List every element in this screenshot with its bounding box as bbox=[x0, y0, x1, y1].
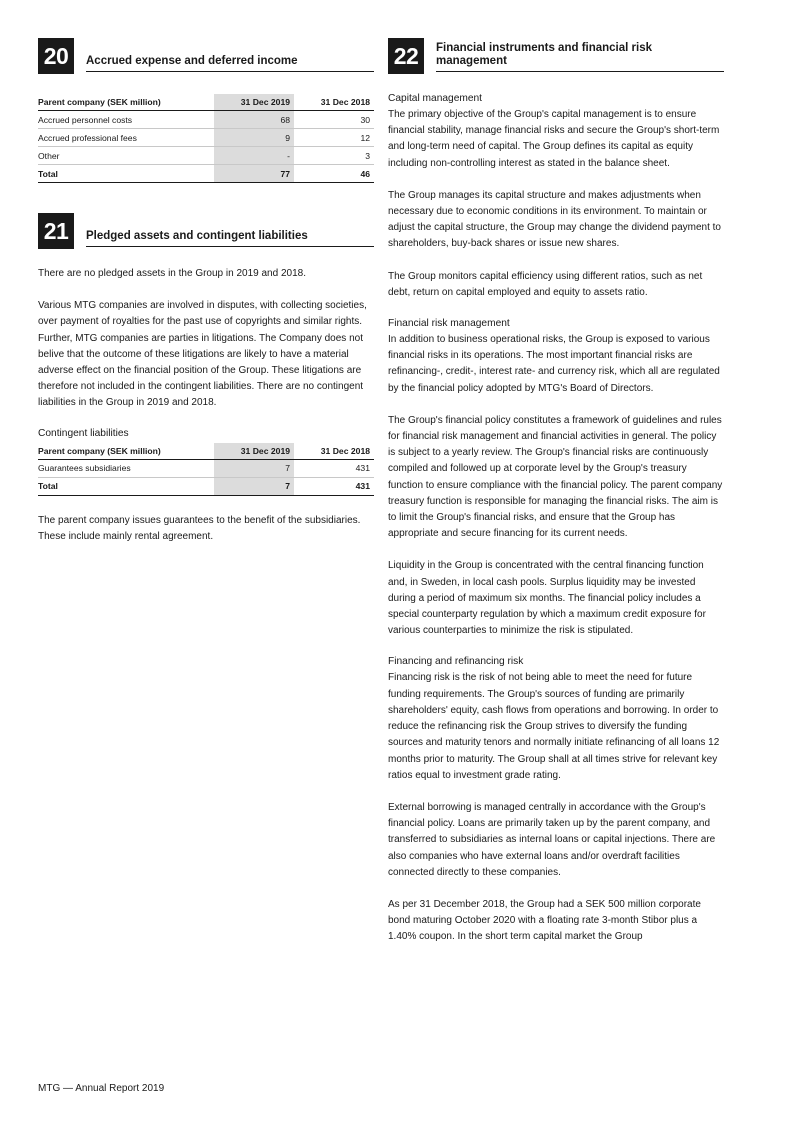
note-20 bbox=[38, 38, 374, 183]
contingent-liabilities-table bbox=[38, 443, 374, 496]
cell-2019: - bbox=[214, 147, 294, 165]
column-header: Parent company (SEK million) bbox=[38, 443, 214, 460]
paragraph: There are no pledged assets in the Group in 2019 and 2018. bbox=[38, 268, 306, 279]
paragraph: Financing risk is the risk of not being able to meet the need for future funding requirements. The Group's sources of funding are primarily shareholders' equity, cash flows from operations and borrowing. In order to reduce the refinancing risk the Group strives to diversify the funding sources and maturity tenors and normally initiate refinancing of all loans 12 months prior to maturity. The Group shall at all times strive for relevant key ratios equal to investment grade rating. bbox=[388, 672, 720, 781]
note-number: 22 bbox=[388, 38, 424, 74]
column-header: Parent company (SEK million) bbox=[38, 94, 214, 111]
page-footer: MTG — Annual Report 2019 bbox=[38, 1083, 165, 1094]
subheading: Financial risk management bbox=[388, 318, 510, 330]
note-22-header bbox=[388, 38, 724, 74]
cell-2018: 3 bbox=[294, 147, 374, 165]
row-label: Other bbox=[38, 147, 214, 165]
paragraph: Various MTG companies are involved in disputes, with collecting societies, over payment of royalties for the past use of copyrights and similar rights. Further, MTG companies are parties in litigations. The Company does not belive that the outcome of these litigations are likely to have a material adverse effect on the financial position of the Group. These litigations are therefore not included in the contingent liabilities. There are no contingent liabilities in the Group in 2019 and 2018. bbox=[38, 300, 367, 409]
paragraph: The Group monitors capital efficiency using different ratios, such as net debt, return on capital employed and equity to assets ratio. bbox=[388, 270, 703, 298]
note-21 bbox=[38, 213, 374, 545]
paragraph: The Group's financial policy constitutes a framework of guidelines and rules for financial risk management and financial activities in general. The policy is subject to a yearly review. The Group's financial risks are continuously compiled and followed up at corporate level by the Group's treasury function to ensure compliance with the financial policy. The parent company treasury function is responsible for managing the financial risks. The aim is to limit the Group's financial risks, and ensure that the Group has appropriate and secure financing for its current needs. bbox=[388, 414, 723, 540]
table-total-row bbox=[38, 477, 374, 495]
note-number: 21 bbox=[38, 213, 74, 249]
table-header-row bbox=[38, 443, 374, 460]
row-label: Total bbox=[38, 477, 214, 495]
cell-2019: 7 bbox=[214, 477, 294, 495]
column-header: 31 Dec 2019 bbox=[214, 443, 294, 460]
table-row bbox=[38, 111, 374, 129]
note-22 bbox=[388, 38, 724, 946]
note-21-header bbox=[38, 213, 374, 249]
cell-2019: 77 bbox=[214, 165, 294, 183]
paragraph: The primary objective of the Group's capital management is to ensure financial stability, manage financial risks and secure the Group's short-term and long-term need of capital. The Group defines its capital as equity including non-controlling interest as stated in the balance sheet. bbox=[388, 109, 720, 169]
subheading: Capital management bbox=[388, 93, 483, 104]
cell-2019: 9 bbox=[214, 129, 294, 147]
row-label: Accrued personnel costs bbox=[38, 111, 214, 129]
paragraph: Liquidity in the Group is concentrated with the central financing function and, in Sweden, in local cash pools. Surplus liquidity may be invested during a period of maximum six months. The financial policy includes a special counterparty regulation by which a maximum credit exposure for various counterparties to minimize the risk is stipulated. bbox=[388, 560, 706, 637]
cell-2018: 431 bbox=[294, 459, 374, 477]
cell-2018: 431 bbox=[294, 477, 374, 495]
accrued-expense-table bbox=[38, 94, 374, 183]
note-title: Pledged assets and contingent liabilities bbox=[86, 230, 374, 247]
table-row bbox=[38, 129, 374, 147]
table-row bbox=[38, 459, 374, 477]
paragraph: In addition to business operational risks, the Group is exposed to various financial risks in its operations. The most important financial risks are refinancing-, credit-, interest rate- and currency risk, which all are regulated by the financial policy adopted by MTG's Board of Directors. bbox=[388, 334, 720, 394]
paragraph: The Group manages its capital structure and makes adjustments when necessary due to economic conditions in its environment. To maintain or adjust the capital structure, the Group may change the dividend payment to shareholders, buy-back shares or issue new shares. bbox=[388, 189, 721, 250]
note-title: Accrued expense and deferred income bbox=[86, 55, 374, 72]
table-header-row bbox=[38, 94, 374, 111]
column-header: 31 Dec 2018 bbox=[294, 94, 374, 111]
cell-2018: 12 bbox=[294, 129, 374, 147]
cell-2019: 7 bbox=[214, 459, 294, 477]
note-title: Financial instruments and financial risk management bbox=[436, 42, 724, 72]
paragraph: The parent company issues guarantees to the benefit of the subsidiaries. These include mainly rental agreement. bbox=[38, 514, 361, 542]
column-header: 31 Dec 2019 bbox=[214, 94, 294, 111]
cell-2018: 30 bbox=[294, 111, 374, 129]
paragraph: As per 31 December 2018, the Group had a SEK 500 million corporate bond maturing October 2020 with a floating rate 3-month Stibor plus a 1.40% coupon. In the short term capital market the Group bbox=[388, 898, 701, 943]
paragraph: External borrowing is managed centrally in accordance with the Group's financial policy. Loans are primarily taken up by the parent company, and transferred to subsidiaries as internal loans or capital injections. There are also companies who have external loans and/or overdraft facilities connected directly to these companies. bbox=[388, 801, 716, 878]
table-row bbox=[38, 147, 374, 165]
column-header: 31 Dec 2018 bbox=[294, 443, 374, 460]
row-label: Guarantees subsidiaries bbox=[38, 459, 214, 477]
cell-2019: 68 bbox=[214, 111, 294, 129]
cell-2018: 46 bbox=[294, 165, 374, 183]
subheading: Contingent liabilities bbox=[38, 427, 129, 439]
row-label: Total bbox=[38, 165, 214, 183]
note-number: 20 bbox=[38, 38, 74, 74]
note-20-header bbox=[38, 38, 374, 74]
row-label: Accrued professional fees bbox=[38, 129, 214, 147]
table-total-row bbox=[38, 165, 374, 183]
subheading: Financing and refinancing risk bbox=[388, 656, 524, 668]
